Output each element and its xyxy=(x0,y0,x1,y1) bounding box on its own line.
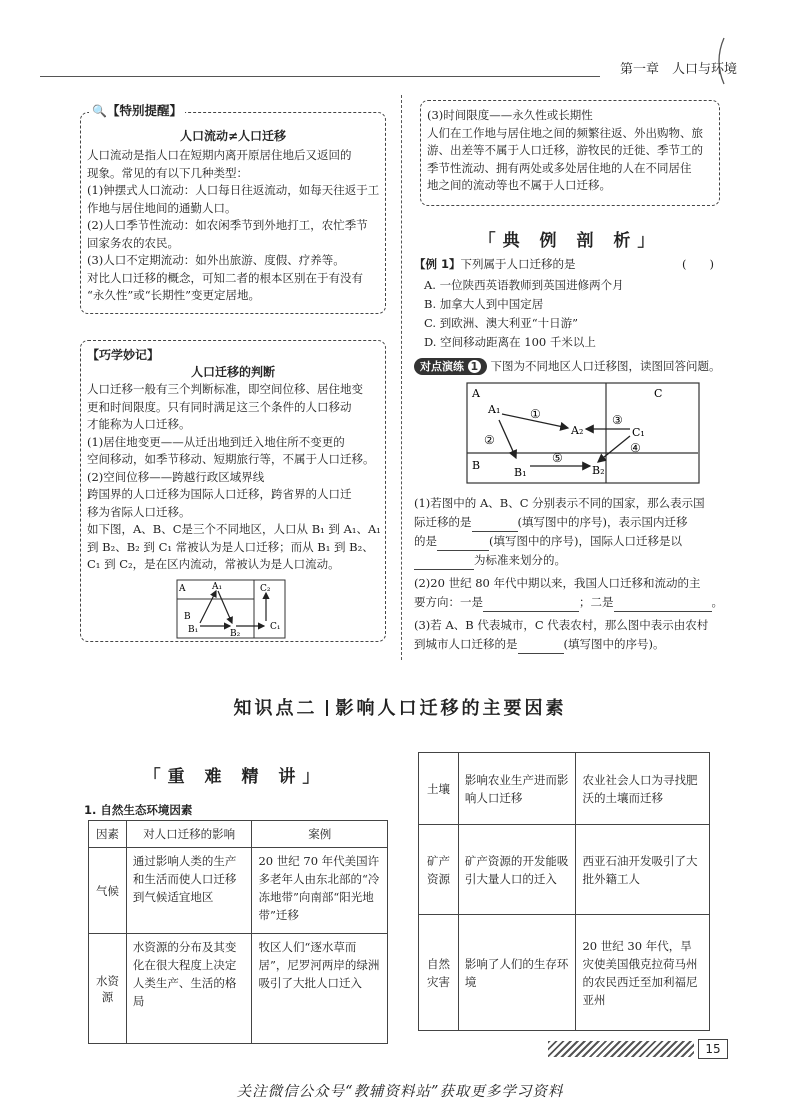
drill-arrow-2 xyxy=(499,420,516,458)
effect-water: 水资源的分布及其变化在很大程度上决定人类生产、生活的格局 xyxy=(126,934,252,1044)
example-1-option-d: D. 空间移动距离在 100 千米以上 xyxy=(424,334,596,349)
tips-title: 人口迁移的判断 xyxy=(190,365,275,379)
drill-arrow-label-2: ② xyxy=(484,433,495,447)
drill-arrow-label-5: ⑤ xyxy=(552,451,563,465)
knowledge-point-heading: 知识点二 影响人口迁移的主要因素 xyxy=(233,698,567,719)
footer-note: 关注微信公众号“教辅资料站”获取更多学习资料 xyxy=(236,1084,564,1100)
table-header-row xyxy=(89,821,388,848)
drill-label-b2: B₂ xyxy=(592,464,605,477)
key-points-heading: 「重 难 精 讲」 xyxy=(143,767,327,787)
drill-label-c: C xyxy=(654,387,663,400)
time-limit-box xyxy=(420,100,720,206)
example-analysis-heading: 「典 例 剖 析」 xyxy=(478,231,662,251)
drill-label-a2: A₂ xyxy=(571,424,584,437)
header-factor: 因素 xyxy=(89,821,127,848)
example-1 xyxy=(414,256,724,352)
effect-soil: 影响农业生产进而影响人口迁移 xyxy=(458,753,576,825)
effect-minerals: 矿产资源的开发能吸引大量人口的迁入 xyxy=(458,825,576,915)
drill-questions xyxy=(414,494,726,654)
effect-disaster: 影响了人们的生存环境 xyxy=(458,915,576,1031)
reminder-title: 人口流动≠人口迁移 xyxy=(179,129,287,143)
factor-soil: 土壤 xyxy=(419,753,459,825)
header-case: 案例 xyxy=(252,821,388,848)
example-1-option-b: B. 加拿大人到中国定居 xyxy=(424,296,544,311)
column-divider xyxy=(401,95,402,660)
header-rule xyxy=(40,76,600,77)
example-1-label: 【例 1】 xyxy=(414,257,461,271)
case-water: 牧区人们“逐水草而居”，尼罗河两岸的绿洲吸引了大批人口迁入 xyxy=(252,934,388,1044)
example-1-answer-paren: ( ) xyxy=(682,257,714,271)
drill-migration-diagram xyxy=(466,382,702,486)
subsection-natural-factors: 1. 自然生态环境因素 xyxy=(84,803,193,817)
case-disaster: 20 世纪 30 年代，旱灾使美国俄克拉荷马州的农民西迁至加利福尼亚州 xyxy=(576,915,710,1031)
page-number: 15 xyxy=(698,1039,728,1059)
case-soil: 农业社会人口为寻找肥沃的土壤而迁移 xyxy=(576,753,710,825)
case-climate: 20 世纪 70 年代美国许多老年人由东北部的“冷冻地带”向南部“阳光地带”迁移 xyxy=(252,848,388,934)
tips-label-b2: B₂ xyxy=(230,629,241,639)
drill-badge: 对点演练 1 xyxy=(414,358,487,375)
factor-minerals: 矿产资源 xyxy=(419,825,459,915)
example-1-question: 下列属于人口迁移的是 xyxy=(460,257,576,271)
natural-factors-table-left xyxy=(88,820,388,1044)
drill-q2: (2)20 世纪 80 年代中期以来，我国人口迁移和流动的主 要方向：一是 ；二是 。 xyxy=(414,574,726,612)
factor-water: 水资源 xyxy=(89,934,127,1044)
table-row xyxy=(419,915,710,1031)
tips-label-a1: A₁ xyxy=(212,582,223,592)
factor-disaster: 自然灾害 xyxy=(419,915,459,1031)
reminder-tag: 🔍【特别提醒】 xyxy=(89,101,185,119)
drill-label-b: B xyxy=(472,459,481,472)
special-reminder-box xyxy=(80,103,386,314)
time-limit-body: (3)时间限度——永久性或长期性 人们在工作地与居住地之间的频繁往返、外出购物、旅 游、出差等不属于人口迁移，游牧民的迁徙、季节工的 季节性流动、拥有两处或多处居住地的人在不同居住 地之间的流动等也不属于人口迁移。 xyxy=(427,108,703,192)
tips-label-b: B xyxy=(184,612,191,622)
case-minerals: 西亚石油开发吸引了大批外籍工人 xyxy=(576,825,710,915)
blank-rural-urban[interactable] xyxy=(518,653,564,654)
tips-migration-diagram xyxy=(176,579,288,641)
table-row xyxy=(419,825,710,915)
drill-label-b1: B₁ xyxy=(514,466,527,479)
drill-arrow-label-3: ③ xyxy=(612,413,623,427)
blank-standard[interactable] xyxy=(414,569,474,570)
drill-label-a1: A₁ xyxy=(488,403,501,416)
page-number-hatch xyxy=(548,1041,694,1057)
magnifier-icon: 🔍 xyxy=(92,104,107,118)
chapter-title: 第一章 人口与环境 xyxy=(620,62,738,77)
natural-factors-table-right xyxy=(418,752,710,1031)
drill-arrow-label-4: ④ xyxy=(630,441,641,455)
header-curve-ornament xyxy=(710,36,740,86)
table-row xyxy=(89,848,388,934)
tips-label-c1: C₁ xyxy=(270,622,281,632)
tips-label-b1: B₁ xyxy=(188,625,199,635)
effect-climate: 通过影响人类的生产和生活而使人口迁移到气候适宜地区 xyxy=(126,848,252,934)
header-effect: 对人口迁移的影响 xyxy=(126,821,252,848)
drill-label-a: A xyxy=(472,387,480,400)
tips-box xyxy=(80,340,386,642)
tips-tag: 【巧学妙记】 xyxy=(87,348,160,362)
example-1-option-c: C. 到欧洲、澳大利亚“十日游” xyxy=(424,315,578,330)
example-1-option-a: A. 一位陕西英语教师到英国进修两个月 xyxy=(424,277,624,292)
drill-arrow-label-1: ① xyxy=(530,407,541,421)
drill-intro-line xyxy=(414,358,724,376)
blank-direction-2[interactable] xyxy=(614,611,712,612)
tips-label-c2: C₂ xyxy=(260,584,271,594)
tips-arrow-a1-b2 xyxy=(218,591,232,623)
reminder-body: 人口流动是指人口在短期内离开原居住地后又返回的 现象。常见的有以下几种类型： (1)钟摆式人口流动：人口每日往返流动，如每天往返于工 作地与居住地间的通勤人口。 (2)人口季节性流动：如农闲季节到外地打工，农忙季节 回家务农的农民。 (3)人口不定期流动：如外出旅游、度假、疗养等。 对比人口迁移的概念，可知二者的根本区别在于有没有 “永久性”或“长期性”变更定居地。 xyxy=(87,148,380,302)
tips-arrow-b1-a1 xyxy=(200,591,216,623)
tips-label-a: A xyxy=(179,584,186,594)
drill-q3: (3)若 A、B 代表城市，C 代表农村，那么图中表示由农村 到城市人口迁移的是 (填写图中的序号)。 xyxy=(414,616,726,654)
table-row xyxy=(89,934,388,1044)
drill-q1: (1)若图中的 A、B、C 分别表示不同的国家，那么表示国 际迁移的是 (填写图中的序号)，表示国内迁移 的是 (填写图中的序号)，国际人口迁移是以 为标准来划分的。 xyxy=(414,494,726,570)
blank-direction-1[interactable] xyxy=(483,611,579,612)
factor-climate: 气候 xyxy=(89,848,127,934)
drill-arrow-4 xyxy=(598,436,630,462)
table-row xyxy=(419,753,710,825)
drill-label-c1: C₁ xyxy=(632,426,645,439)
drill-intro: 下图为不同地区人口迁移图，读图回答问题。 xyxy=(490,359,721,373)
tips-body: 人口迁移一般有三个判断标准，即空间位移、居住地变 更和时间限度。只有同时满足这三个条件的人口移动 才能称为人口迁移。 (1)居住地变更——从迁出地到迁入地住所不变更的 空间移动，如季节移动、短期旅行等，不属于人口迁移。 (2)空间位移——跨越行政区域界线 跨国界的人口迁移为国际人口迁移，跨省界的人口迁 移为省际人口迁移。 如下图，A、B、C是三个不同地区，人口从 B₁ 到 A₁、A₁ 到 B₂、B₂ 到 C₁ 常被认为是人口迁移；而从 B₁ 到 B₂、 C₁ 到 C₂，是在区内流动，常被认为是人口流动。 xyxy=(87,382,381,571)
